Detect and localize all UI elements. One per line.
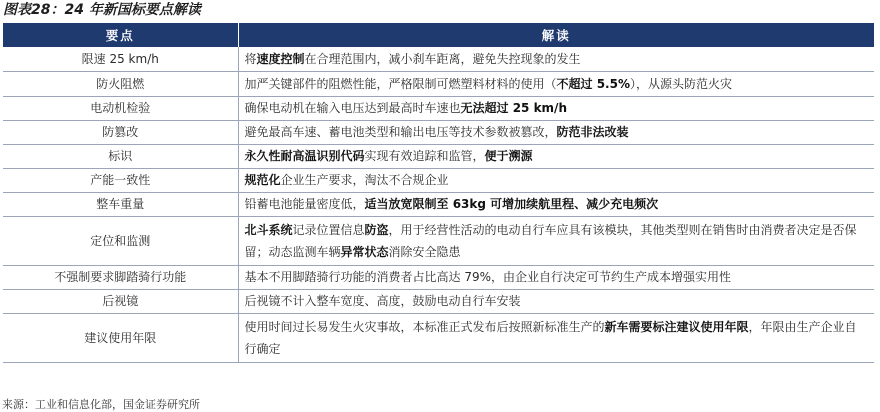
table-row (3, 71, 874, 96)
row-key-point: 防火阻燃 (3, 71, 238, 96)
row-key-point: 标识 (3, 144, 238, 168)
emphasis-text: 无法超过 25 km/h (460, 101, 567, 115)
emphasis-text: 防范非法改装 (556, 125, 629, 139)
table-row (3, 313, 874, 362)
table-row (3, 120, 874, 144)
body-text: ，用于经营性活动的电动自行车应具有该模块，其他类型则在销售时由消费者决定是否保留；动态监测车辆 (244, 222, 857, 259)
row-interpretation (238, 144, 874, 168)
emphasis-text: 规范化 (244, 173, 281, 187)
table-header-row (3, 23, 874, 47)
source-note: 来源：工业和信息化部，国金证券研究所 (2, 398, 200, 411)
row-key-point: 限速 25 km/h (3, 47, 238, 71)
table-row (3, 168, 874, 192)
table-row (3, 96, 874, 120)
table-row (3, 47, 874, 71)
figure-title: 图表28：24 年新国标要点解读 (3, 2, 201, 18)
table-row (3, 265, 874, 289)
body-text: 避免最高车速、蓄电池类型和输出电压等技术参数被篡改， (244, 125, 557, 139)
emphasis-text: 异常状态 (340, 244, 389, 259)
body-text: 将 (244, 51, 257, 66)
row-interpretation (238, 192, 874, 216)
body-text: ），从源头防范火灾 (629, 76, 732, 91)
row-interpretation (238, 168, 874, 192)
emphasis-text: 适当放宽限制至 63kg 可增加续航里程、减少充电频次 (364, 197, 659, 211)
emphasis-text: 北斗系统 (244, 222, 293, 237)
table-body (3, 47, 874, 362)
body-text: 记录位置信息 (292, 222, 365, 237)
row-interpretation (238, 47, 874, 71)
emphasis-text: 便于溯源 (484, 149, 533, 163)
table-row (3, 144, 874, 168)
table-row (3, 289, 874, 313)
row-interpretation (238, 265, 874, 289)
row-key-point: 建议使用年限 (3, 313, 238, 362)
row-interpretation (238, 216, 874, 265)
header-key-point: 要点 (3, 23, 238, 47)
body-text: 确保电动机在输入电压达到最高时车速也 (244, 101, 461, 115)
header-interpretation: 解读 (238, 23, 874, 47)
row-interpretation (238, 71, 874, 96)
body-text: 企业生产要求，淘汰不合规企业 (280, 173, 449, 187)
row-key-point: 整车重量 (3, 192, 238, 216)
emphasis-text: 速度控制 (256, 51, 305, 66)
row-key-point: 定位和监测 (3, 216, 238, 265)
row-key-point: 电动机检验 (3, 96, 238, 120)
row-interpretation (238, 313, 874, 362)
emphasis-text: 永久性耐高温识别代码 (244, 149, 365, 163)
emphasis-text: 不超过 5.5% (556, 76, 630, 91)
body-text: ，年限由生产企业自行确定 (244, 319, 857, 356)
body-text: 后视镜不计入整车宽度、高度，鼓励电动自行车安装 (244, 294, 521, 308)
table-row (3, 192, 874, 216)
key-points-table (3, 23, 874, 363)
body-text: 基本不用脚踏骑行功能的消费者占比高达 79%，由企业自行决定可节约生产成本增强实用性 (244, 270, 731, 284)
body-text: 使用时间过长易发生火灾事故，本标准正式发布后按照新标准生产的 (244, 319, 605, 334)
row-interpretation (238, 289, 874, 313)
row-key-point: 产能一致性 (3, 168, 238, 192)
row-key-point: 不强制要求脚踏骑行功能 (3, 265, 238, 289)
body-text: 加严关键部件的阻燃性能，严格限制可燃塑料材料的使用（ (244, 76, 557, 91)
emphasis-text: 新车需要标注建议使用年限 (604, 319, 749, 334)
row-interpretation (238, 96, 874, 120)
row-key-point: 后视镜 (3, 289, 238, 313)
row-interpretation (238, 120, 874, 144)
emphasis-text: 防盗 (364, 222, 389, 237)
body-text: 实现有效追踪和监管， (364, 149, 485, 163)
row-key-point: 防篡改 (3, 120, 238, 144)
body-text: 在合理范围内，减小刹车距离，避免失控现象的发生 (304, 51, 581, 66)
body-text: 消除安全隐患 (388, 244, 461, 259)
body-text: 铅蓄电池能量密度低， (244, 197, 365, 211)
table-row (3, 216, 874, 265)
